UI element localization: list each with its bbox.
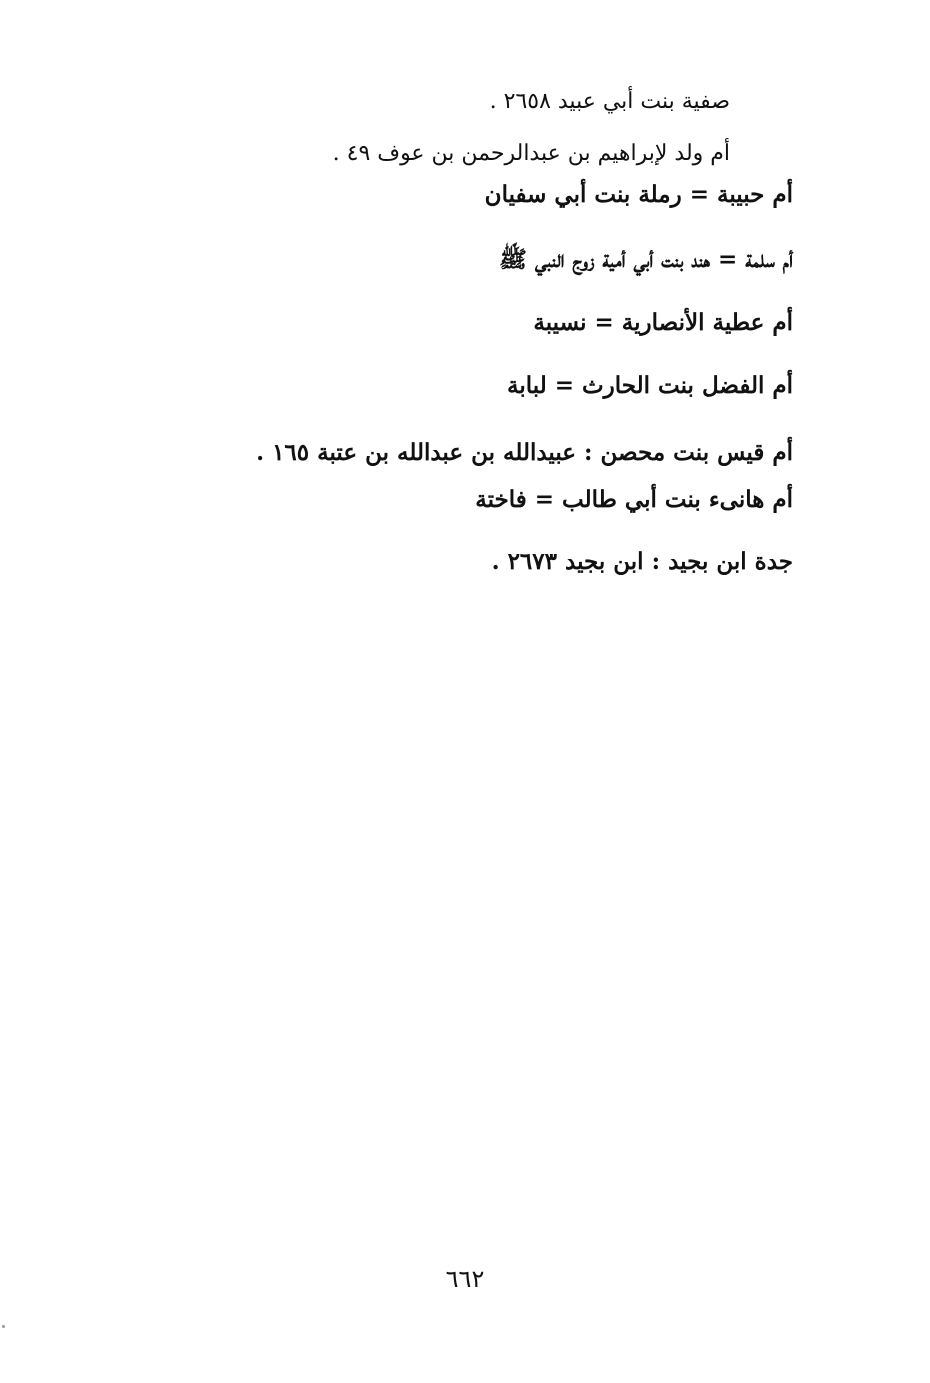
page-number: ٦٦٢ [445, 1265, 485, 1293]
index-entry-umm-qays: أم قيس بنت محصن : عبيدالله بن عبدالله بن عتبة ١٦٥ . [256, 439, 793, 466]
index-entry-umm-atiyya: أم عطية الأنصارية = نسيبة [533, 309, 793, 336]
index-entry-umm-salama: أم سلمة = هند بنت أبي أمية زوج النبي ﷺ [499, 246, 793, 273]
scan-artifact-dot [2, 1325, 5, 1328]
index-entry-umm-fadl: أم الفضل بنت الحارث = لبابة [507, 372, 793, 399]
index-entry-umm-walad: أم ولد لإبراهيم بن عبدالرحمن بن عوف ٤٩ . [332, 141, 730, 166]
index-entry-safiyya: صفية بنت أبي عبيد ٢٦٥٨ . [489, 89, 730, 114]
index-entry-umm-habiba: أم حبيبة = رملة بنت أبي سفيان [484, 181, 793, 208]
index-entry-umm-hani: أم هانىء بنت أبي طالب = فاختة [475, 486, 793, 513]
index-entry-jaddat-ibn-bujayd: جدة ابن بجيد : ابن بجيد ٢٦٧٣ . [491, 548, 793, 575]
